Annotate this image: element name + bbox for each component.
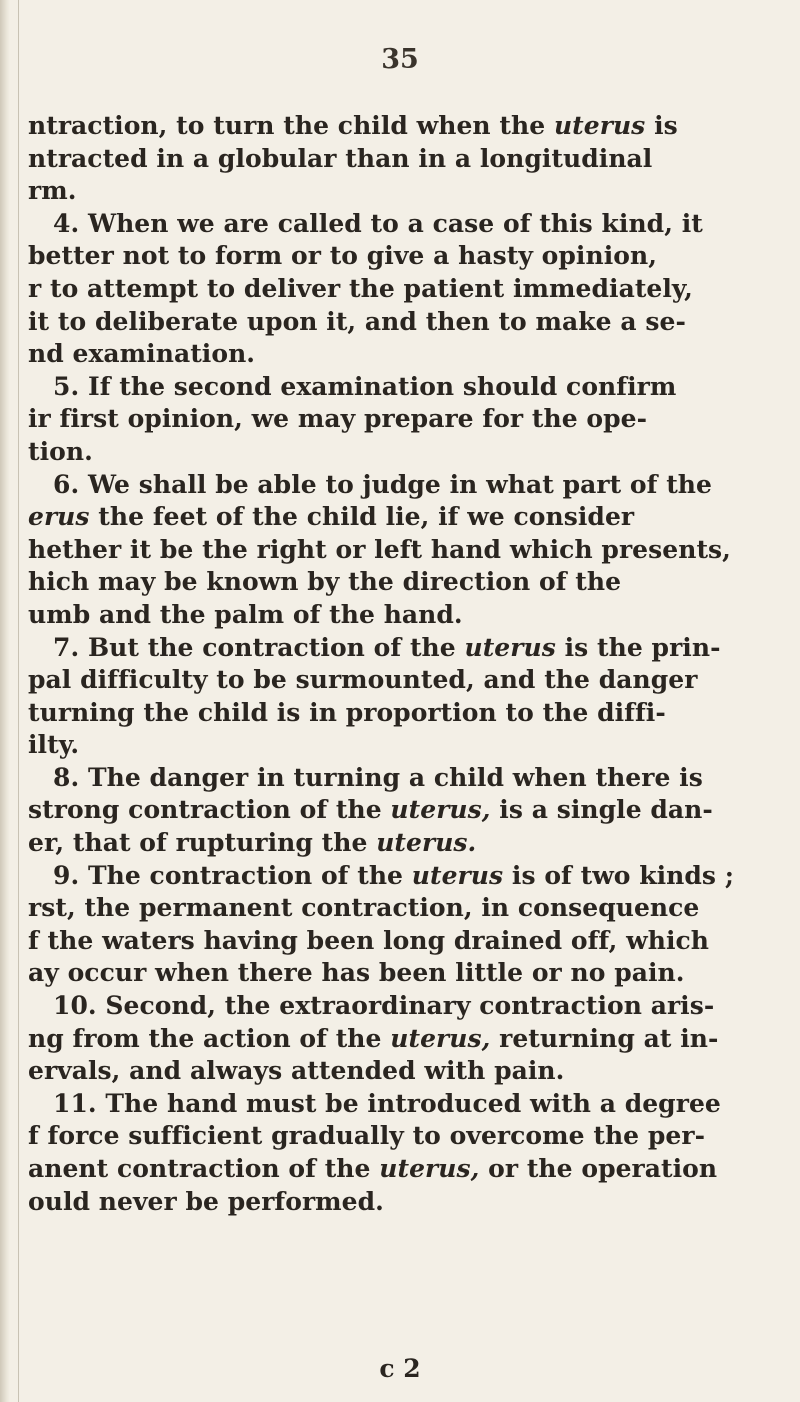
text-line <box>28 990 798 1023</box>
text-segment: 6. We shall be able to judge in what part of the <box>53 469 712 499</box>
text-line <box>28 762 798 795</box>
text-line <box>28 143 798 176</box>
text-segment: ng from the action of the <box>28 1023 391 1053</box>
text-line <box>28 1055 798 1088</box>
text-line <box>28 110 798 143</box>
italic-term: uterus <box>553 111 646 140</box>
text-segment: ay occur when there has been little or no pain. <box>28 958 685 988</box>
text-line <box>28 371 798 404</box>
text-segment: 7. But the contraction of the <box>53 632 465 662</box>
italic-term: uterus <box>464 632 556 662</box>
body-text <box>28 110 798 1218</box>
signature-mark: c 2 <box>379 1354 421 1383</box>
text-line <box>28 1186 798 1219</box>
text-line <box>28 240 798 273</box>
text-segment: 5. If the second examination should confirm <box>53 371 677 401</box>
text-line <box>28 697 798 730</box>
text-line <box>28 566 798 599</box>
text-segment: ntracted in a globular than in a longitudinal <box>28 143 653 173</box>
text-segment: returning at in- <box>490 1023 719 1053</box>
italic-term: uterus. <box>376 828 477 858</box>
text-segment: is of two kinds ; <box>503 860 735 890</box>
text-segment: 4. When we are called to a case of this kind, it <box>53 208 703 238</box>
text-line <box>28 925 798 958</box>
text-segment: tion. <box>28 436 93 466</box>
text-segment: 8. The danger in turning a child when there is <box>53 762 703 792</box>
italic-term: uterus, <box>390 795 491 825</box>
text-line <box>28 892 798 925</box>
text-segment: is a single dan- <box>490 795 713 825</box>
text-line <box>28 1088 798 1121</box>
text-line <box>28 794 798 827</box>
text-line <box>28 729 798 762</box>
italic-term: uterus, <box>390 1023 491 1053</box>
text-line <box>28 957 798 990</box>
text-segment: is <box>645 111 678 140</box>
text-line <box>28 664 798 697</box>
text-line <box>28 469 798 502</box>
text-line <box>28 827 798 860</box>
text-line <box>28 338 798 371</box>
text-segment: the feet of the child lie, if we consider <box>89 502 635 532</box>
text-segment: anent contraction of the <box>28 1154 380 1183</box>
text-line <box>28 501 798 534</box>
text-segment: it to deliberate upon it, and then to make a se- <box>28 306 686 336</box>
binding-edge <box>18 0 19 1402</box>
text-segment: rm. <box>28 176 77 206</box>
text-segment: 10. Second, the extraordinary contraction aris- <box>53 991 715 1021</box>
italic-term: uterus <box>411 860 504 890</box>
text-line <box>28 1023 798 1056</box>
text-line <box>28 273 798 306</box>
italic-term: uterus, <box>379 1154 480 1183</box>
text-segment: ervals, and always attended with pain. <box>28 1056 565 1086</box>
text-segment: ntraction, to turn the child when the <box>28 111 554 140</box>
text-segment: umb and the palm of the hand. <box>28 599 463 629</box>
text-segment: better not to form or to give a hasty opinion, <box>28 241 657 271</box>
text-line <box>28 1153 798 1186</box>
text-segment: ir first opinion, we may prepare for the ope- <box>28 404 648 434</box>
italic-term: erus <box>28 502 90 532</box>
text-line <box>28 436 798 469</box>
text-line <box>28 208 798 241</box>
page-number: 35 <box>381 44 419 75</box>
text-segment: f the waters having been long drained off, which <box>28 925 710 955</box>
text-line <box>28 534 798 567</box>
text-segment: f force sufficient gradually to overcome the per- <box>28 1121 706 1151</box>
text-segment: ilty. <box>28 730 80 760</box>
text-segment: nd examination. <box>28 339 256 369</box>
text-segment: 9. The contraction of the <box>53 860 412 890</box>
text-line <box>28 306 798 339</box>
text-segment: pal difficulty to be surmounted, and the danger <box>28 665 698 695</box>
text-line <box>28 860 798 893</box>
text-segment: hether it be the right or left hand which presents, <box>28 534 731 564</box>
text-segment: r to attempt to deliver the patient immediately, <box>28 273 693 303</box>
page-gutter-shadow <box>0 0 10 1402</box>
text-line <box>28 1120 798 1153</box>
text-segment: 11. The hand must be introduced with a degree <box>53 1088 721 1118</box>
text-segment: or the operation <box>479 1154 718 1183</box>
text-segment: is the prin- <box>555 632 721 662</box>
text-segment: hich may be known by the direction of the <box>28 567 622 597</box>
text-line <box>28 175 798 208</box>
text-segment: turning the child is in proportion to the diffi- <box>28 697 666 727</box>
text-line <box>28 632 798 665</box>
text-segment: strong contraction of the <box>28 795 391 825</box>
text-segment: rst, the permanent contraction, in consequence <box>28 893 700 923</box>
text-line <box>28 403 798 436</box>
text-line <box>28 599 798 632</box>
text-segment: er, that of rupturing the <box>28 828 377 858</box>
text-segment: ould never be performed. <box>28 1186 384 1216</box>
